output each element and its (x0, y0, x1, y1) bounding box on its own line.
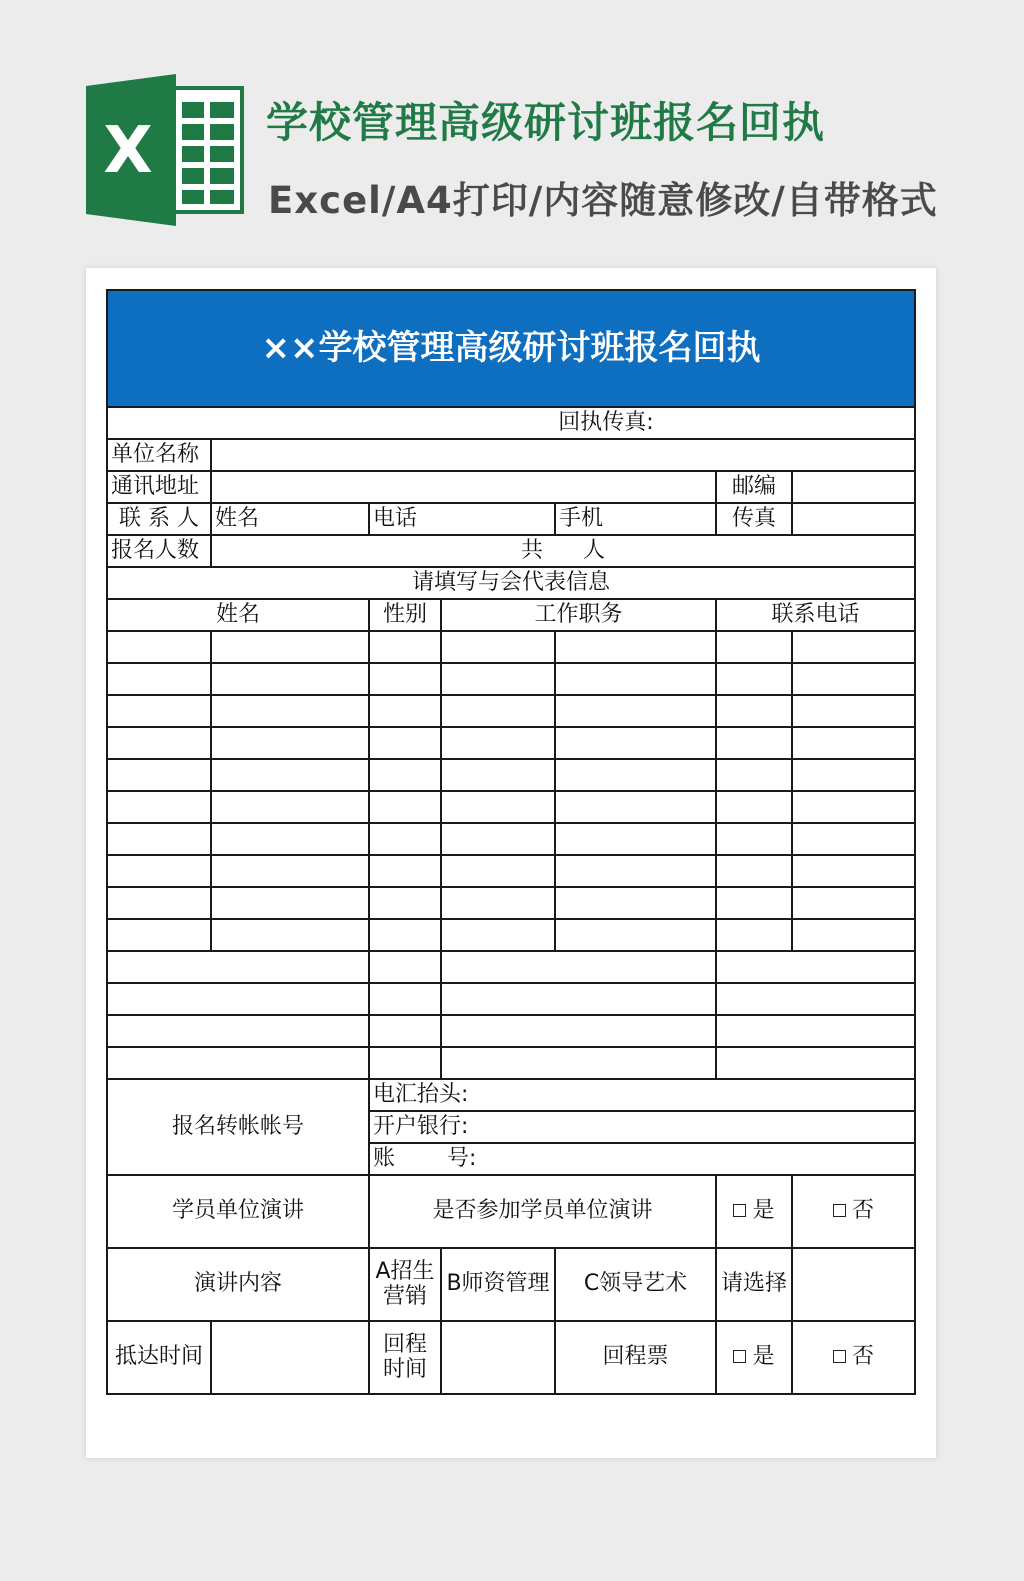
unit-name-label: 单位名称 (107, 439, 211, 471)
contact-phone-field[interactable] (369, 503, 555, 535)
cell[interactable] (716, 855, 792, 887)
cell[interactable] (716, 695, 792, 727)
col-name-header: 姓名 (107, 599, 369, 631)
bank-field[interactable] (369, 1111, 915, 1143)
please-choose-label: 请选择 (716, 1248, 792, 1321)
cell[interactable] (555, 759, 716, 791)
cell[interactable] (441, 1015, 716, 1047)
contact-mobile-label: 手机 (559, 505, 604, 531)
speech-question: 是否参加学员单位演讲 (369, 1175, 716, 1248)
cell[interactable] (211, 791, 369, 823)
checkbox-icon[interactable] (833, 1204, 846, 1217)
choice-field[interactable] (792, 1248, 915, 1321)
cell[interactable] (211, 631, 369, 663)
no-label: 否 (852, 1198, 875, 1224)
table-row (107, 855, 915, 887)
contact-phone-label: 电话 (373, 505, 418, 531)
cell[interactable] (716, 887, 792, 919)
cell[interactable] (555, 823, 716, 855)
cell[interactable] (107, 759, 211, 791)
count-text-a: 共 (521, 537, 544, 563)
cell[interactable] (792, 855, 915, 887)
cell[interactable] (211, 727, 369, 759)
table-row (107, 983, 915, 1015)
return-time-field[interactable] (441, 1321, 555, 1394)
cell[interactable] (211, 919, 369, 951)
cell[interactable] (107, 887, 211, 919)
cell[interactable] (441, 759, 555, 791)
option-a[interactable]: A招生营销 (369, 1248, 441, 1321)
account-label-a: 账 (373, 1145, 396, 1171)
page-title: 学校管理高级研讨班报名回执 (266, 98, 826, 147)
page-subtitle: Excel/A4打印/内容随意修改/自带格式 (268, 179, 938, 222)
cell[interactable] (107, 951, 369, 983)
cell[interactable] (369, 727, 441, 759)
cell[interactable] (555, 855, 716, 887)
payee-field[interactable] (369, 1079, 915, 1111)
col-gender-header: 性别 (369, 599, 441, 631)
cell[interactable] (792, 887, 915, 919)
unit-name-field[interactable] (211, 439, 915, 471)
col-position-header: 工作职务 (441, 599, 716, 631)
cell[interactable] (369, 855, 441, 887)
yes-label: 是 (752, 1198, 775, 1224)
cell[interactable] (211, 695, 369, 727)
cell[interactable] (107, 631, 211, 663)
cell[interactable] (441, 951, 716, 983)
cell[interactable] (369, 695, 441, 727)
yes-label: 是 (752, 1344, 775, 1370)
rep-info-heading: 请填写与会代表信息 (107, 567, 915, 599)
table-row (107, 1015, 915, 1047)
cell[interactable] (211, 887, 369, 919)
cell[interactable] (369, 631, 441, 663)
fax-field[interactable] (792, 503, 915, 535)
speech-no-option[interactable] (792, 1175, 915, 1248)
cell[interactable] (716, 727, 792, 759)
cell[interactable] (716, 1015, 915, 1047)
cell[interactable] (792, 695, 915, 727)
cell[interactable] (211, 759, 369, 791)
address-label: 通讯地址 (107, 471, 211, 503)
cell[interactable] (716, 951, 915, 983)
cell[interactable] (441, 887, 555, 919)
arrival-field[interactable] (211, 1321, 369, 1394)
count-label: 报名人数 (107, 535, 211, 567)
postcode-field[interactable] (792, 471, 915, 503)
cell[interactable] (369, 1015, 441, 1047)
cell[interactable] (107, 695, 211, 727)
contact-label: 联 系 人 (107, 503, 211, 535)
cell[interactable] (107, 727, 211, 759)
arrival-label: 抵达时间 (107, 1321, 211, 1394)
checkbox-icon[interactable] (733, 1204, 746, 1217)
count-field[interactable] (211, 535, 915, 567)
cell[interactable] (555, 919, 716, 951)
cell[interactable] (441, 919, 555, 951)
speech-content-label: 演讲内容 (107, 1248, 369, 1321)
cell[interactable] (441, 1047, 716, 1079)
cell[interactable] (716, 919, 792, 951)
table-row (107, 791, 915, 823)
registration-form (106, 289, 916, 1395)
svg-text:X: X (103, 114, 153, 188)
cell[interactable] (441, 663, 555, 695)
ticket-yes-option[interactable] (716, 1321, 792, 1394)
cell[interactable] (107, 791, 211, 823)
cell[interactable] (555, 631, 716, 663)
table-row (107, 631, 915, 663)
cell[interactable] (369, 823, 441, 855)
return-time-label: 回程时间 (369, 1321, 441, 1394)
cell[interactable] (792, 663, 915, 695)
cell[interactable] (555, 887, 716, 919)
option-b[interactable]: B师资管理 (441, 1248, 555, 1321)
cell[interactable] (441, 983, 716, 1015)
table-row (107, 695, 915, 727)
cell[interactable] (369, 983, 441, 1015)
cell[interactable] (107, 919, 211, 951)
cell[interactable] (716, 983, 915, 1015)
cell[interactable] (441, 727, 555, 759)
table-row (107, 951, 915, 983)
cell[interactable] (555, 727, 716, 759)
cell[interactable] (555, 663, 716, 695)
cell[interactable] (369, 951, 441, 983)
speech-label: 学员单位演讲 (107, 1175, 369, 1248)
cell[interactable] (107, 855, 211, 887)
cell[interactable] (792, 919, 915, 951)
cell[interactable] (716, 1047, 915, 1079)
cell[interactable] (716, 663, 792, 695)
cell[interactable] (107, 983, 369, 1015)
cell[interactable] (441, 631, 555, 663)
cell[interactable] (441, 823, 555, 855)
cell[interactable] (369, 663, 441, 695)
cell[interactable] (792, 791, 915, 823)
cell[interactable] (211, 663, 369, 695)
account-field[interactable] (369, 1143, 915, 1175)
cell[interactable] (441, 791, 555, 823)
cell[interactable] (792, 823, 915, 855)
cell[interactable] (716, 823, 792, 855)
address-field[interactable] (211, 471, 716, 503)
cell[interactable] (716, 759, 792, 791)
checkbox-icon[interactable] (733, 1350, 746, 1363)
table-row (107, 823, 915, 855)
cell[interactable] (107, 1047, 369, 1079)
excel-logo-icon (86, 74, 246, 226)
fax-label-cell: 传真 (716, 503, 792, 535)
cell[interactable] (369, 791, 441, 823)
cell[interactable] (792, 759, 915, 791)
table-row (107, 759, 915, 791)
cell[interactable] (211, 855, 369, 887)
cell[interactable] (555, 791, 716, 823)
form-title: ××学校管理高级研讨班报名回执 (107, 290, 915, 407)
contact-name-label: 姓名 (215, 505, 260, 531)
option-c[interactable]: C领导艺术 (555, 1248, 716, 1321)
table-row (107, 663, 915, 695)
cell[interactable] (792, 631, 915, 663)
cell[interactable] (211, 823, 369, 855)
cell[interactable] (107, 823, 211, 855)
cell[interactable] (369, 759, 441, 791)
contact-name-field[interactable] (211, 503, 369, 535)
cell[interactable] (107, 1015, 369, 1047)
postcode-label: 邮编 (716, 471, 792, 503)
transfer-account-label: 报名转帐帐号 (107, 1079, 369, 1175)
count-text-b: 人 (583, 537, 606, 563)
return-ticket-label: 回程票 (555, 1321, 716, 1394)
fax-label: 回执传真: (558, 409, 654, 435)
table-row (107, 727, 915, 759)
cell[interactable] (369, 887, 441, 919)
account-label-b: 号: (447, 1145, 477, 1171)
table-row (107, 919, 915, 951)
cell[interactable] (792, 727, 915, 759)
cell[interactable] (716, 631, 792, 663)
table-row (107, 887, 915, 919)
col-phone-header: 联系电话 (716, 599, 915, 631)
checkbox-icon[interactable] (833, 1350, 846, 1363)
bank-label: 开户银行: (373, 1113, 469, 1139)
contact-mobile-field[interactable] (555, 503, 716, 535)
cell[interactable] (441, 855, 555, 887)
ticket-no-option[interactable] (792, 1321, 915, 1394)
table-row (107, 1047, 915, 1079)
cell[interactable] (555, 695, 716, 727)
cell[interactable] (107, 663, 211, 695)
fax-row (107, 407, 915, 439)
payee-label: 电汇抬头: (373, 1081, 469, 1107)
no-label: 否 (852, 1344, 875, 1370)
cell[interactable] (441, 695, 555, 727)
cell[interactable] (369, 1047, 441, 1079)
cell[interactable] (716, 791, 792, 823)
cell[interactable] (369, 919, 441, 951)
speech-yes-option[interactable] (716, 1175, 792, 1248)
